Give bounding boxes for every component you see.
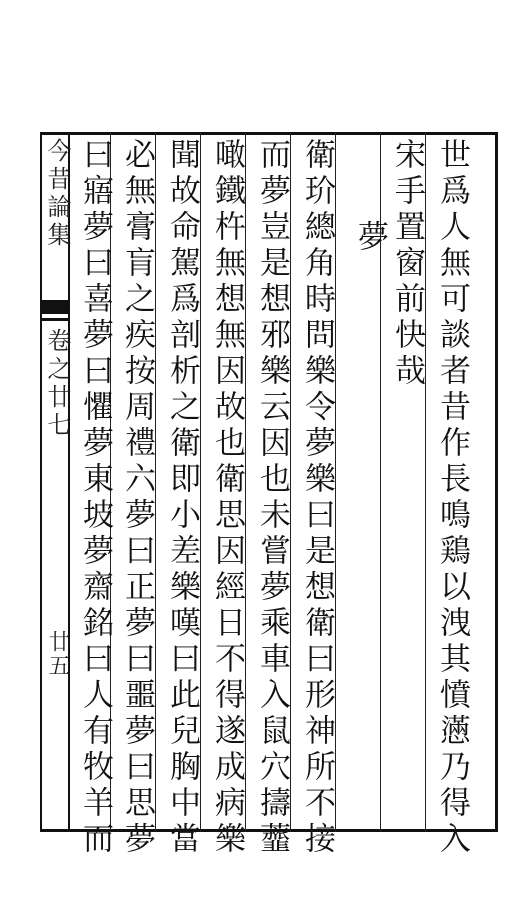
fishtail-mark [40,300,70,314]
text-column-3: 衛玠總角時問樂令夢樂曰是想衛曰形神所不接 [299,138,335,858]
text-column-2: 宋手置窗前快哉 [389,138,425,390]
text-column-4: 而夢豈是想邪樂云因也未嘗夢乘車入鼠穴擣虀 [254,138,290,858]
book-title: 今昔論集 [43,138,71,250]
volume-label: 卷之廿七 [43,328,71,440]
text-column-7: 必無膏肓之疾按周禮六夢曰正夢曰噩夢曰思夢 [119,138,155,858]
page-number: 廿五 [45,630,70,678]
fishtail-line [40,318,70,321]
text-column-1: 世爲人無可談者昔作長鳴鶏以洩其憤懣乃得入 [434,138,470,858]
text-column-5: 噉鐵杵無想無因故也衛思因經日不得遂成病樂 [209,138,245,858]
section-heading: 夢 [352,220,388,251]
text-column-8: 曰寤夢曰喜夢曰懼夢東坡夢齋銘曰人有牧羊而 [77,138,113,858]
text-column-6: 聞故命駕爲剖析之衛即小差樂嘆曰此兒胸中當 [164,138,200,858]
